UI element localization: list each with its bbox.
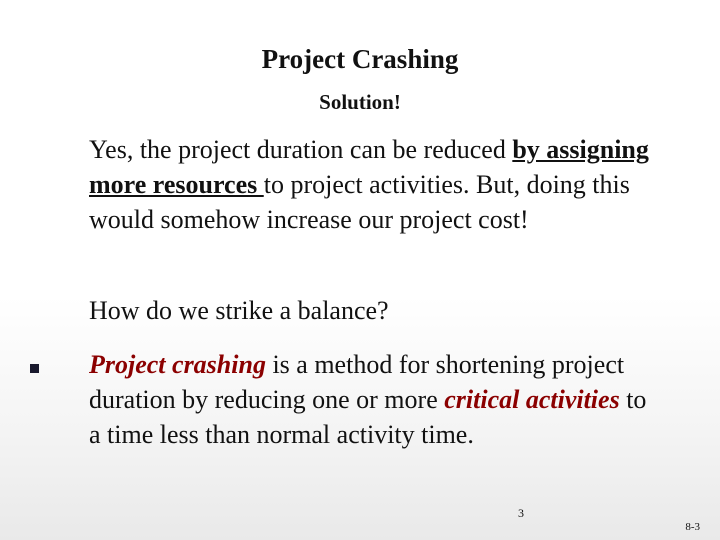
para1-lead: Yes, the project duration can be reduced bbox=[89, 135, 513, 164]
slide-title-text: Project Crashing bbox=[261, 44, 459, 74]
body-paragraph-2: How do we strike a balance? bbox=[89, 296, 389, 325]
bullet-text bbox=[89, 347, 649, 452]
body-paragraph-1 bbox=[89, 132, 669, 237]
slide-subtitle: Solution! bbox=[319, 90, 401, 114]
square-bullet-icon bbox=[30, 364, 39, 373]
slide-title bbox=[0, 44, 720, 75]
term-critical-activities: critical activities bbox=[444, 385, 620, 414]
bullet-text-1: is a method for shortening project duration by reducing one or more bbox=[89, 350, 625, 414]
term-project-crashing: Project crashing bbox=[89, 350, 266, 379]
slide-number: 8-3 bbox=[685, 521, 700, 533]
para1-emphasis: by assigning more resources bbox=[89, 135, 649, 199]
page-number: 3 bbox=[518, 506, 524, 520]
bullet-text-2: to a time less than normal activity time. bbox=[89, 385, 647, 449]
para1-tail: to project activities. But, doing this would somehow increase our project cost! bbox=[89, 170, 630, 234]
